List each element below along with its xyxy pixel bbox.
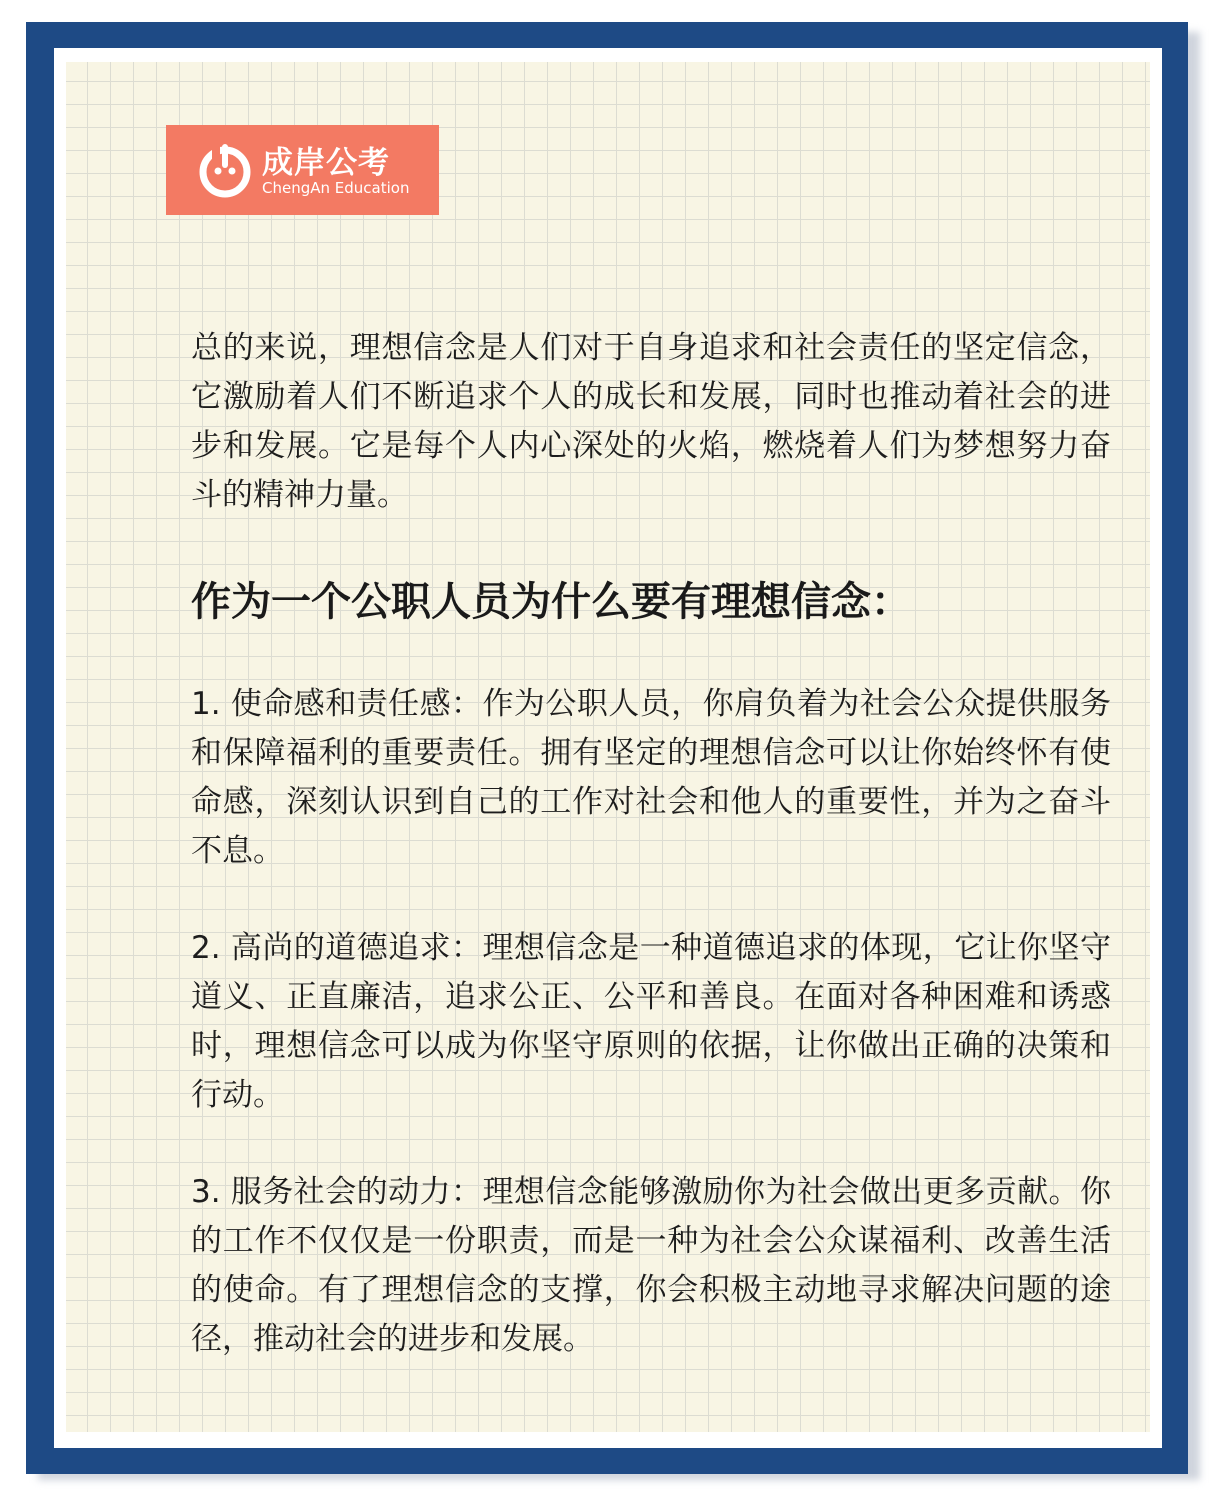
notebook-frame: [26, 22, 1188, 1474]
intro-paragraph: 总的来说，理想信念是人们对于自身追求和社会责任的坚定信念，它激励着人们不断追求个人的成长和发展，同时也推动着社会的进步和发展。它是每个人内心深处的火焰，燃烧着人们为梦想努力奋斗的精神力量。: [191, 330, 1111, 513]
grid-paper: [66, 62, 1150, 1432]
brand-name-en: ChengAn Education: [262, 179, 410, 197]
point-paragraph: 1. 使命感和责任感：作为公职人员，你肩负着为社会公众提供服务和保障福利的重要责任。拥有坚定的理想信念可以让你始终怀有使命感，深刻认识到自己的工作对社会和他人的重要性，并为之奋斗不息。: [191, 686, 1111, 869]
section-heading: 作为一个公职人员为什么要有理想信念：: [191, 579, 911, 625]
paragraph-gap: [191, 876, 1111, 924]
paragraph-gap: [191, 1120, 1111, 1168]
brand-name-cn: 成岸公考: [262, 145, 390, 181]
logo-mark-icon: [196, 141, 254, 199]
frame-inner: [54, 48, 1162, 1448]
brand-logo: [166, 125, 439, 215]
point-paragraph: 2. 高尚的道德追求：理想信念是一种道德追求的体现，它让你坚守道义、正直廉洁，追求公正、公平和善良。在面对各种困难和诱惑时，理想信念可以成为你坚守原则的依据，让你做出正确的决策和行动。: [191, 930, 1111, 1113]
point-paragraph: 3. 服务社会的动力：理想信念能够激励你为社会做出更多贡献。你的工作不仅仅是一份职责，而是一种为社会公众谋福利、改善生活的使命。有了理想信念的支撑，你会积极主动地寻求解决问题的途径，推动社会的进步和发展。: [191, 1174, 1111, 1357]
article-body: [191, 324, 1111, 1364]
